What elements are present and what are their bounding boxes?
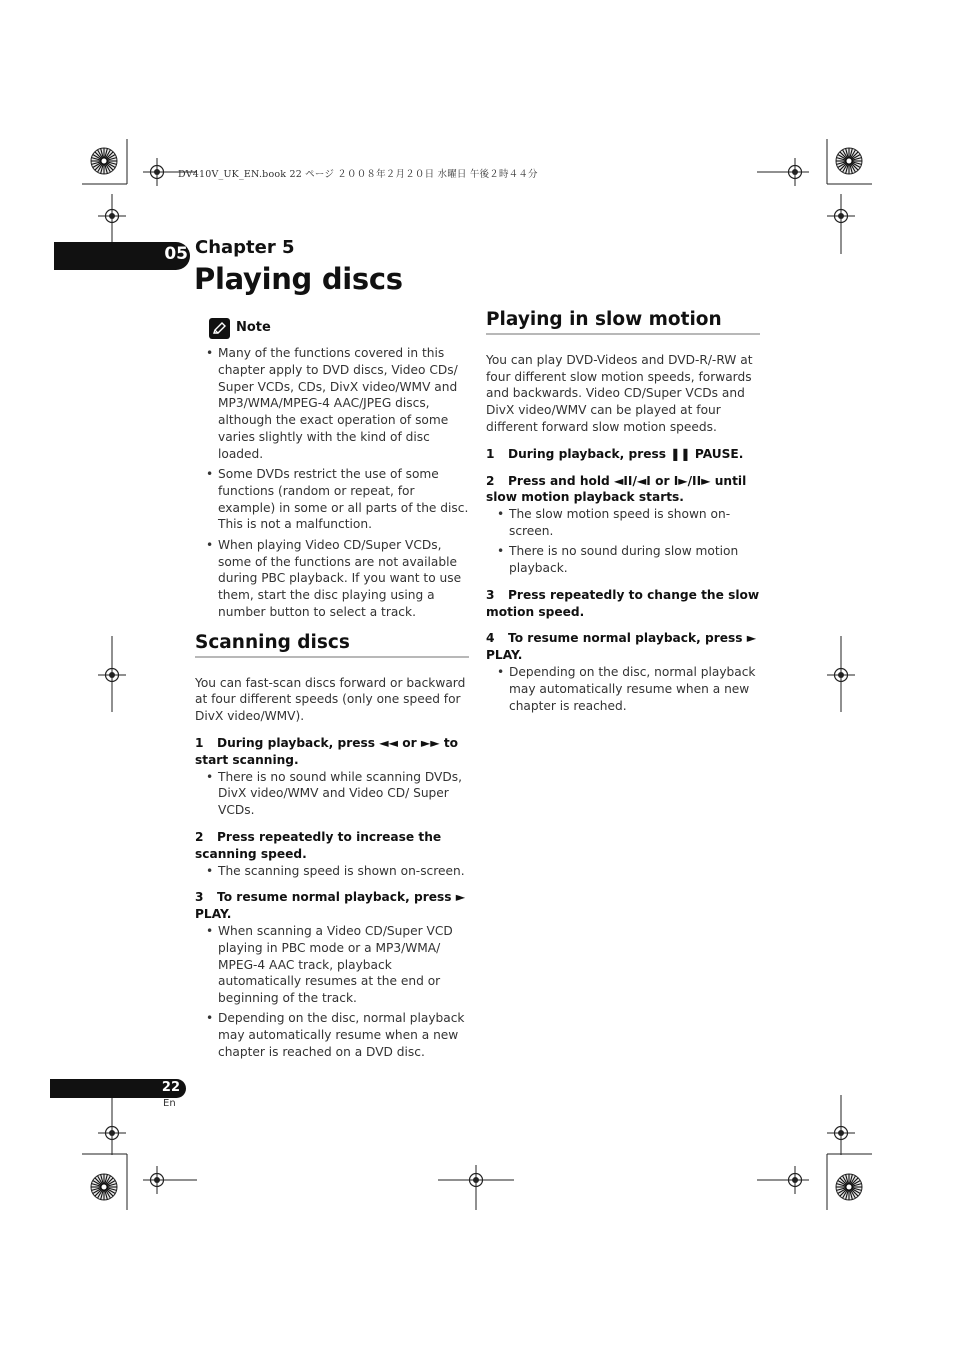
chapter-number: 05 (164, 244, 188, 264)
star-target-mark (847, 1185, 852, 1190)
step-number: 3 (195, 890, 204, 905)
print-header-line: DV410V_UK_EN.book 22 ページ ２００８年２月２０日 水曜日 午後２時４４分 (178, 169, 538, 180)
step-number: 1 (486, 446, 495, 461)
slow-motion-intro: You can play DVD-Videos and DVD-R/-RW at four different slow motion speeds, forwards and backwards. Video CD/Super VCDs and DivX video/WMV can be played at four different forward slow motion speeds. (486, 352, 753, 434)
list-item: • There is no sound while scanning DVDs, DivX video/WMV and Video CD/ Super VCDs. (195, 769, 469, 819)
star-target-mark (847, 159, 852, 164)
chapter-label: Chapter 5 (195, 237, 295, 258)
list-item: • There is no sound during slow motion playback. (486, 543, 760, 577)
step-number: 1 (195, 735, 204, 750)
star-target-mark (102, 1185, 107, 1190)
scanning-step-2 (195, 829, 469, 863)
step-number: 2 (486, 473, 495, 488)
scanning-step-1 (195, 735, 469, 769)
step-number: 2 (195, 829, 204, 844)
scanning-step-3 (195, 889, 469, 923)
scanning-step-3-bullets (195, 923, 469, 1061)
scanning-intro: You can fast-scan discs forward or backward at four different speeds (only one speed for DivX video/WMV). (195, 675, 466, 724)
slow-step-2 (486, 473, 760, 507)
step-text: Press and hold ◄II/◄I or I►/II► until slow motion playback starts. (486, 473, 747, 505)
list-item: • Some DVDs restrict the use of some functions (random or repeat, for example) in some or all parts of the disc. This is not a malfunction. (195, 466, 469, 533)
pencil-icon (209, 318, 230, 339)
slow-step-3 (486, 587, 760, 621)
note-list (195, 345, 469, 621)
page-number: 22 (161, 1080, 180, 1095)
star-target-mark (102, 159, 107, 164)
step-text: During playback, press ◄◄ or ►► to start scanning. (195, 735, 459, 767)
list-item: • Depending on the disc, normal playback may automatically resume when a new chapter is reached. (486, 664, 760, 714)
left-column (195, 318, 469, 1064)
slow-step-4 (486, 630, 760, 664)
note-header (209, 318, 469, 339)
scanning-step-1-bullets (195, 769, 469, 819)
section-title-slow-motion: Playing in slow motion (486, 312, 760, 335)
step-text: Press repeatedly to increase the scanning speed. (195, 829, 442, 861)
page-title: Playing discs (194, 262, 403, 296)
step-text: To resume normal playback, press ► PLAY. (486, 631, 757, 663)
section-title-scanning: Scanning discs (195, 635, 469, 658)
page-language: En (163, 1098, 176, 1109)
step-text: During playback, press ❚❚ PAUSE. (508, 446, 744, 461)
list-item: • The scanning speed is shown on-screen. (195, 863, 469, 880)
note-label: Note (236, 320, 271, 336)
right-column (486, 309, 760, 718)
slow-step-1 (486, 446, 760, 463)
slow-step-2-bullets (486, 506, 760, 577)
scanning-step-2-bullets (195, 863, 469, 880)
list-item: • When scanning a Video CD/Super VCD playing in PBC mode or a MP3/WMA/ MPEG-4 AAC track, playback automatically resumes at the end or beginning of the track. (195, 923, 469, 1007)
list-item: • When playing Video CD/Super VCDs, some of the functions are not available during PBC playback. If you want to use them, start the disc playing using a number button to select a track. (195, 537, 469, 621)
list-item: • Many of the functions covered in this chapter apply to DVD discs, Video CDs/ Super VCDs, CDs, DivX video/WMV and MP3/WMA/MPEG-4 AAC/JPEG discs, although the exact operation of some varies slightly with the kind of disc loaded. (195, 345, 469, 463)
list-item: • The slow motion speed is shown on-screen. (486, 506, 760, 540)
list-item: • Depending on the disc, normal playback may automatically resume when a new chapter is reached on a DVD disc. (195, 1010, 469, 1060)
step-number: 3 (486, 587, 495, 602)
step-text: Press repeatedly to change the slow motion speed. (486, 587, 760, 619)
slow-step-4-bullets (486, 664, 760, 714)
step-text: To resume normal playback, press ► PLAY. (195, 890, 466, 922)
step-number: 4 (486, 631, 495, 646)
